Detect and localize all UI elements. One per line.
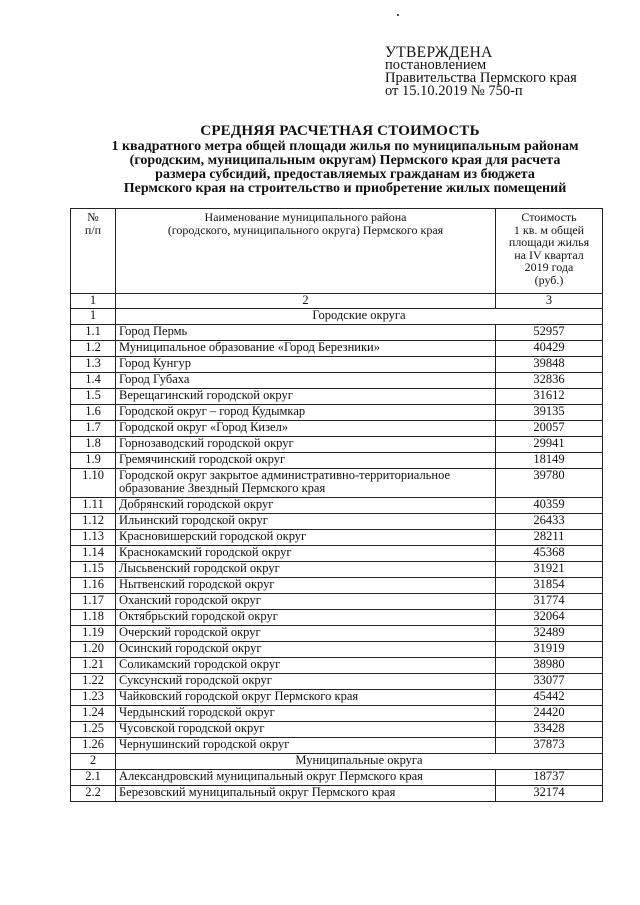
row-name-line: образование Звездный Пермского края [119,481,326,495]
row-number: 1.24 [71,706,116,722]
row-value: 52957 [496,325,603,341]
column-number-row [71,294,603,309]
row-number: 1.9 [71,453,116,469]
row-number: 1.18 [71,610,116,626]
row-value: 33428 [496,722,603,738]
table-row [71,373,603,389]
row-name: Горнозаводский городской округ [116,437,496,453]
row-number: 1.1 [71,325,116,341]
table-row [71,738,603,754]
row-name: Город Губаха [116,373,496,389]
cost-table [70,208,603,802]
row-value: 40359 [496,498,603,514]
row-value: 33077 [496,674,603,690]
document-title: СРЕДНЯЯ РАСЧЕТНАЯ СТОИМОСТЬ [200,123,480,139]
row-name: Очерский городской округ [116,626,496,642]
header-cost-line: (руб.) [534,272,564,287]
row-value: 38980 [496,658,603,674]
row-value: 45442 [496,690,603,706]
table-row [71,690,603,706]
header-cost-line: 1 кв. м общей [513,222,585,237]
row-value: 32489 [496,626,603,642]
table-row [71,514,603,530]
row-number: 1.6 [71,405,116,421]
row-name: Чайковский городской округ Пермского края [116,690,496,706]
section-number: 2 [71,754,116,770]
subtitle-line: размера субсидий, предоставляемых гражданам из бюджета [155,167,535,182]
subtitle-line: 1 квадратного метра общей площади жилья по муниципальным районам [111,139,579,154]
row-number: 1.16 [71,578,116,594]
row-name: Суксунский городской округ [116,674,496,690]
row-value: 39848 [496,357,603,373]
row-value: 18149 [496,453,603,469]
table-row [71,341,603,357]
table-row [71,437,603,453]
table-row [71,786,603,802]
table-row [71,546,603,562]
row-name: Ильинский городской округ [116,514,496,530]
table-row [71,357,603,373]
row-number: 1.17 [71,594,116,610]
row-number: 1.12 [71,514,116,530]
approval-heading: УТВЕРЖДЕНА [385,44,493,61]
table-row [71,626,603,642]
scan-speck [397,14,399,16]
section-row [71,309,603,325]
row-name: Муниципальное образование «Город Березники» [116,341,496,357]
section-title: Городские округа [116,309,603,325]
row-number: 1.10 [71,469,116,498]
row-value: 32174 [496,786,603,802]
table-row [71,642,603,658]
table-row [71,578,603,594]
row-value: 31612 [496,389,603,405]
header-name [116,209,496,294]
table-row [71,469,603,498]
row-value: 37873 [496,738,603,754]
row-number: 1.26 [71,738,116,754]
row-value: 45368 [496,546,603,562]
row-number: 1.25 [71,722,116,738]
row-number: 1.8 [71,437,116,453]
header-number-line: № [87,210,99,224]
row-number: 1.2 [71,341,116,357]
row-name: Осинский городской округ [116,642,496,658]
table-row [71,610,603,626]
row-name-line: Городской округ закрытое административно-территориальное [119,468,451,482]
row-name [116,469,496,498]
header-cost-line: на IV квартал [514,247,584,262]
header-name-line: (городского, муниципального округа) Пермского края [167,222,444,237]
row-number: 1.3 [71,357,116,373]
row-value: 24420 [496,706,603,722]
row-name: Город Пермь [116,325,496,341]
table-row [71,770,603,786]
row-name: Городской округ – город Кудымкар [116,405,496,421]
table-row [71,594,603,610]
table-row [71,421,603,437]
row-value: 20057 [496,421,603,437]
row-value: 31774 [496,594,603,610]
header-cost-line: Стоимость [521,210,577,224]
section-title: Муниципальные округа [116,754,603,770]
header-number-line: п/п [84,222,102,237]
row-number: 1.23 [71,690,116,706]
row-number: 1.21 [71,658,116,674]
row-number: 1.15 [71,562,116,578]
row-value: 18737 [496,770,603,786]
subtitle-line: (городским, муниципальным округам) Пермского края для расчета [129,153,561,168]
row-number: 1.11 [71,498,116,514]
row-name: Городской округ «Город Кизел» [116,421,496,437]
row-name: Октябрьский городской округ [116,610,496,626]
approval-line: постановлением [385,57,487,73]
header-cost [496,209,603,294]
table-row [71,658,603,674]
table-row [71,498,603,514]
row-number: 1.22 [71,674,116,690]
row-name: Красновишерский городской округ [116,530,496,546]
row-number: 2.2 [71,786,116,802]
row-value: 31919 [496,642,603,658]
row-value: 40429 [496,341,603,357]
row-name: Березовский муниципальный округ Пермского края [116,786,496,802]
table-row [71,562,603,578]
row-value: 28211 [496,530,603,546]
row-name: Оханский городской округ [116,594,496,610]
table-row [71,530,603,546]
header-name-line: Наименование муниципального района [204,210,407,224]
row-number: 1.5 [71,389,116,405]
row-number: 1.7 [71,421,116,437]
row-name: Город Кунгур [116,357,496,373]
column-number: 3 [496,294,603,309]
header-number [71,209,116,294]
row-name: Краснокамский городской округ [116,546,496,562]
table-row [71,674,603,690]
row-number: 1.19 [71,626,116,642]
subtitle-line: Пермского края на строительство и приобретение жилых помещений [123,181,567,196]
row-value: 29941 [496,437,603,453]
row-value: 32064 [496,610,603,626]
row-number: 1.4 [71,373,116,389]
row-name: Чердынский городской округ [116,706,496,722]
row-value: 32836 [496,373,603,389]
row-value: 26433 [496,514,603,530]
row-name: Чернушинский городской округ [116,738,496,754]
row-value: 31854 [496,578,603,594]
row-name: Верещагинский городской округ [116,389,496,405]
approval-line: Правительства Пермского края [385,70,577,86]
row-name: Нытвенский городской округ [116,578,496,594]
section-row [71,754,603,770]
table-row [71,706,603,722]
row-number: 1.13 [71,530,116,546]
table-row [71,325,603,341]
header-row [71,209,603,294]
row-name: Лысьвенский городской округ [116,562,496,578]
row-value: 39780 [496,469,603,498]
column-number: 2 [116,294,496,309]
row-name: Добрянский городской округ [116,498,496,514]
row-value: 39135 [496,405,603,421]
row-name: Чусовской городской округ [116,722,496,738]
row-value: 31921 [496,562,603,578]
header-cost-line: 2019 года [524,260,574,274]
document-subtitle [66,140,624,196]
column-number: 1 [71,294,116,309]
section-number: 1 [71,309,116,325]
row-number: 1.14 [71,546,116,562]
table-row [71,453,603,469]
table-row [71,389,603,405]
table-row [71,722,603,738]
table-row [71,405,603,421]
row-number: 2.1 [71,770,116,786]
approval-date-line: от 15.10.2019 № 750-п [385,83,523,99]
approval-stamp [385,46,630,98]
row-name: Соликамский городской округ [116,658,496,674]
header-cost-line: площади жилья [508,235,590,249]
row-name: Александровский муниципальный округ Пермского края [116,770,496,786]
row-number: 1.20 [71,642,116,658]
row-name: Гремячинский городской округ [116,453,496,469]
